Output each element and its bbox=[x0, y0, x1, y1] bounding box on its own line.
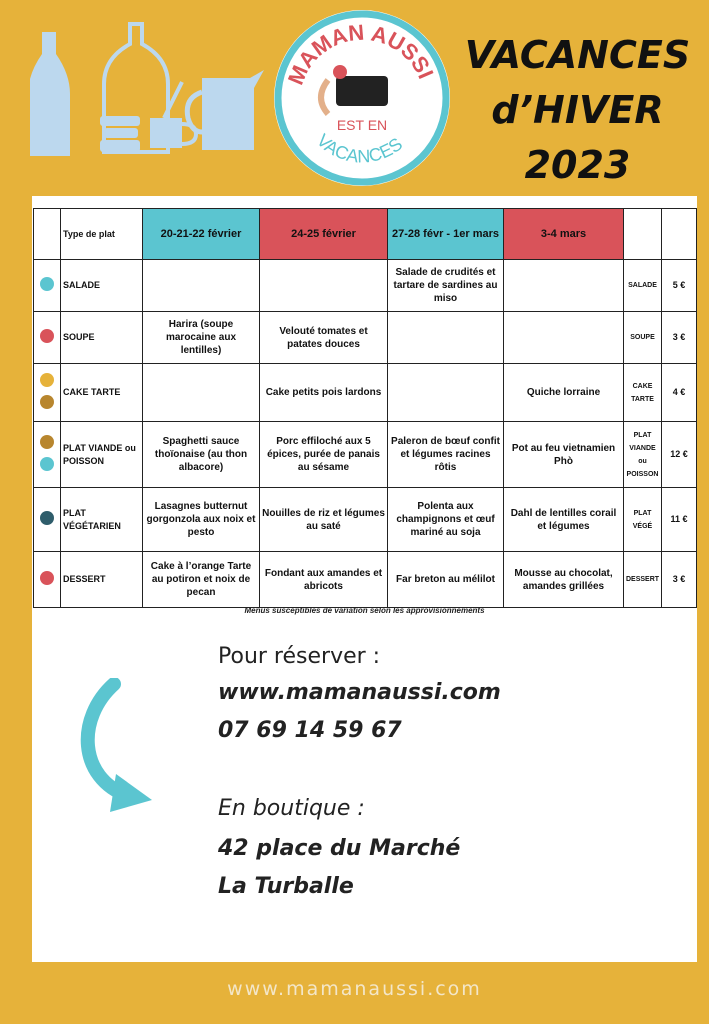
header-empty-2 bbox=[662, 209, 697, 260]
row-type: CAKE TARTE bbox=[61, 364, 143, 422]
row-type: SALADE bbox=[61, 260, 143, 312]
header-period-4: 3-4 mars bbox=[504, 209, 624, 260]
dish-cell bbox=[504, 260, 624, 312]
dish-cell bbox=[143, 364, 260, 422]
dish-cell: Harira (soupe marocaine aux lentilles) bbox=[143, 312, 260, 364]
header-period-1: 20-21-22 février bbox=[143, 209, 260, 260]
dish-cell: Pot au feu vietnamien Phò bbox=[504, 422, 624, 488]
dish-cell: Lasagnes butternut gorgonzola aux noix et pesto bbox=[143, 488, 260, 552]
table-row bbox=[34, 552, 697, 608]
address-line-1: 42 place du Marché bbox=[218, 836, 461, 861]
dish-cell: Salade de crudités et tartare de sardines au miso bbox=[388, 260, 504, 312]
website-link[interactable]: www.mamanaussi.com bbox=[218, 680, 501, 705]
row-price: 3 € bbox=[662, 312, 697, 364]
meat-fish-icon bbox=[34, 422, 61, 488]
address-line-2: La Turballe bbox=[218, 874, 354, 899]
header-period-2: 24-25 février bbox=[260, 209, 388, 260]
table-row bbox=[34, 422, 697, 488]
row-short-type: SOUPE bbox=[624, 312, 662, 364]
svg-text:EST EN: EST EN bbox=[336, 117, 388, 133]
header-empty-1 bbox=[624, 209, 662, 260]
row-short-type: PLAT VIANDE ou POISSON bbox=[624, 422, 662, 488]
table-row bbox=[34, 312, 697, 364]
row-price: 5 € bbox=[662, 260, 697, 312]
row-short-type: DESSERT bbox=[624, 552, 662, 608]
svg-text:VACANCES: VACANCES bbox=[312, 130, 407, 167]
title-line-3: 2023 bbox=[524, 143, 631, 187]
header-type: Type de plat bbox=[61, 209, 143, 260]
kitchenware-illustration bbox=[30, 22, 270, 162]
page-title bbox=[455, 28, 700, 193]
salad-icon bbox=[34, 260, 61, 312]
dish-cell: Velouté tomates et patates douces bbox=[260, 312, 388, 364]
svg-text:MAMAN AUSSI: MAMAN AUSSI bbox=[282, 19, 439, 89]
dessert-icon bbox=[34, 552, 61, 608]
title-line-1: VACANCES bbox=[464, 33, 691, 77]
row-price: 11 € bbox=[662, 488, 697, 552]
dish-cell: Quiche lorraine bbox=[504, 364, 624, 422]
phone-number[interactable]: 07 69 14 59 67 bbox=[218, 718, 402, 743]
dish-cell: Polenta aux champignons et œuf mariné au soja bbox=[388, 488, 504, 552]
dish-cell: Porc effiloché aux 5 épices, purée de panais au sésame bbox=[260, 422, 388, 488]
dish-cell: Fondant aux amandes et abricots bbox=[260, 552, 388, 608]
maman-aussi-logo bbox=[270, 6, 454, 190]
shop-label: En boutique : bbox=[218, 796, 365, 821]
row-price: 4 € bbox=[662, 364, 697, 422]
table-row bbox=[34, 488, 697, 552]
header-icon-cell bbox=[34, 209, 61, 260]
dish-cell: Far breton au mélilot bbox=[388, 552, 504, 608]
row-short-type: SALADE bbox=[624, 260, 662, 312]
row-type: PLAT VÉGÉTARIEN bbox=[61, 488, 143, 552]
row-price: 3 € bbox=[662, 552, 697, 608]
dish-cell: Mousse au chocolat, amandes grillées bbox=[504, 552, 624, 608]
dish-cell: Cake à l’orange Tarte au potiron et noix de pecan bbox=[143, 552, 260, 608]
reserve-label: Pour réserver : bbox=[218, 644, 381, 669]
curved-arrow-icon bbox=[66, 678, 162, 816]
row-type: DESSERT bbox=[61, 552, 143, 608]
row-short-type: PLAT VÉGÉ bbox=[624, 488, 662, 552]
dish-cell bbox=[504, 312, 624, 364]
dish-cell: Dahl de lentilles corail et légumes bbox=[504, 488, 624, 552]
menu-table bbox=[33, 208, 697, 608]
dish-cell: Spaghetti sauce thoïonaise (au thon albacore) bbox=[143, 422, 260, 488]
header-period-3: 27-28 févr - 1er mars bbox=[388, 209, 504, 260]
row-short-type: CAKE TARTE bbox=[624, 364, 662, 422]
soup-icon bbox=[34, 312, 61, 364]
title-line-2: d’HIVER bbox=[491, 88, 664, 132]
dish-cell bbox=[388, 364, 504, 422]
row-price: 12 € bbox=[662, 422, 697, 488]
vegetarian-icon bbox=[34, 488, 61, 552]
row-type: SOUPE bbox=[61, 312, 143, 364]
table-row bbox=[34, 364, 697, 422]
cake-tart-icon bbox=[34, 364, 61, 422]
table-row bbox=[34, 260, 697, 312]
table-header-row bbox=[34, 209, 697, 260]
dish-cell: Cake petits pois lardons bbox=[260, 364, 388, 422]
dish-cell bbox=[260, 260, 388, 312]
menu-note: Menus susceptibles de variation selon les approvisionnements bbox=[244, 606, 485, 615]
dish-cell: Paleron de bœuf confit et légumes racines rôtis bbox=[388, 422, 504, 488]
dish-cell: Nouilles de riz et légumes au saté bbox=[260, 488, 388, 552]
footer-url[interactable]: www.mamanaussi.com bbox=[227, 978, 482, 1000]
row-type: PLAT VIANDE ou POISSON bbox=[61, 422, 143, 488]
dish-cell bbox=[388, 312, 504, 364]
dish-cell bbox=[143, 260, 260, 312]
